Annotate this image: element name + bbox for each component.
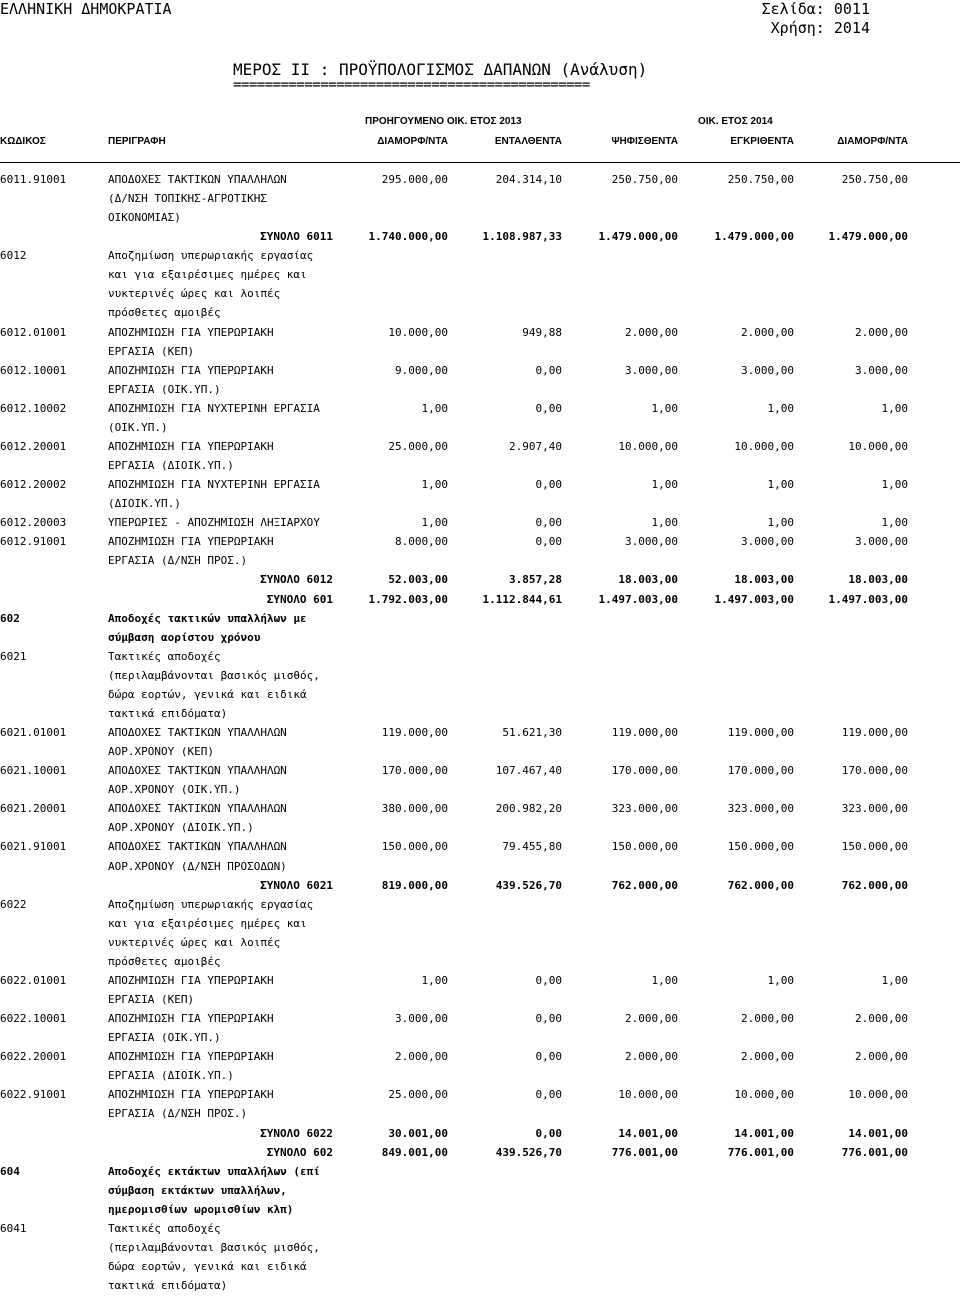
prev-paid-value: 1.108.987,33 <box>482 230 562 244</box>
col-cur-amended: ΔΙΑΜΟΡΦ/ΝΤΑ <box>837 136 908 147</box>
row-description: Αποζημίωση υπερωριακής εργασίας <box>108 249 314 263</box>
description-line <box>0 783 960 802</box>
row-code: 6021.10001 <box>0 764 67 778</box>
row-description: (Δ/ΝΣΗ ΤΟΠΙΚΗΣ-ΑΓΡΟΤΙΚΗΣ <box>108 192 267 206</box>
table-row <box>0 516 960 535</box>
prev-amended-value: 8.000,00 <box>395 535 448 549</box>
prev-paid-value: 949,88 <box>522 325 562 339</box>
row-description: δώρα εορτών, γενικά και ειδικά <box>108 1259 307 1273</box>
description-line <box>0 1203 960 1222</box>
table-row <box>0 478 960 497</box>
row-description: (ΔΙΟΙΚ.ΥΠ.) <box>108 497 181 511</box>
prev-paid-value: 200.982,20 <box>495 802 562 816</box>
row-description: ΑΠΟΖΗΜΙΩΣΗ ΓΙΑ ΝΥΧΤΕΡΙΝΗ ΕΡΓΑΣΙΑ <box>108 478 320 492</box>
prev-paid-value: 0,00 <box>535 535 562 549</box>
prev-amended-value: 119.000,00 <box>381 726 448 740</box>
row-description: ΟΙΚΟΝΟΜΙΑΣ) <box>108 211 181 225</box>
table-row <box>0 1088 960 1107</box>
prev-paid-value: 0,00 <box>535 1012 562 1026</box>
col-code: ΚΩΔΙΚΟΣ <box>0 136 46 147</box>
row-description: ΑΟΡ.ΧΡΟΝΟΥ (Δ/ΝΣΗ ΠΡΟΣΟΔΩΝ) <box>108 859 287 873</box>
col-prev-paid: ΕΝΤΑΛΘΕΝΤΑ <box>494 136 562 147</box>
approved-value: 10.000,00 <box>734 439 794 453</box>
row-description: ΕΡΓΑΣΙΑ (ΟΙΚ.ΥΠ.) <box>108 382 221 396</box>
row-description: Τακτικές αποδοχές <box>108 649 221 663</box>
description-line <box>0 1279 960 1298</box>
table-row <box>0 726 960 745</box>
prev-amended-value: 10.000,00 <box>388 325 448 339</box>
prev-paid-value: 79.455,80 <box>502 840 562 854</box>
cur-amended-value: 150.000,00 <box>841 840 908 854</box>
description-line <box>0 192 960 211</box>
approved-value: 150.000,00 <box>727 840 794 854</box>
voted-value: 2.000,00 <box>625 1050 678 1064</box>
table-row <box>0 1012 960 1031</box>
description-line <box>0 821 960 840</box>
row-code: 6012.10001 <box>0 363 67 377</box>
voted-value: 10.000,00 <box>618 439 678 453</box>
row-description: ΕΡΓΑΣΙΑ (ΔΙΟΙΚ.ΥΠ.) <box>108 1069 234 1083</box>
cur-amended-value: 14.001,00 <box>848 1126 908 1140</box>
voted-value: 1,00 <box>651 973 678 987</box>
prev-amended-value: 9.000,00 <box>395 363 448 377</box>
row-description: και για εξαιρέσιμες ημέρες και <box>108 916 307 930</box>
description-line <box>0 459 960 478</box>
row-description: Τακτικές αποδοχές <box>108 1221 221 1235</box>
row-code: 6022.20001 <box>0 1050 67 1064</box>
cur-amended-value: 1,00 <box>881 516 908 530</box>
approved-value: 18.003,00 <box>734 573 794 587</box>
prev-amended-value: 295.000,00 <box>381 173 448 186</box>
description-line <box>0 345 960 364</box>
cur-amended-value: 762.000,00 <box>841 878 908 892</box>
row-description: ΑΠΟΖΗΜΙΩΣΗ ΓΙΑ ΥΠΕΡΩΡΙΑΚΗ <box>108 363 274 377</box>
prev-amended-value: 3.000,00 <box>395 1012 448 1026</box>
prev-amended-value: 1,00 <box>421 401 448 415</box>
cur-amended-value: 10.000,00 <box>848 439 908 453</box>
total-row <box>0 879 960 898</box>
voted-value: 1,00 <box>651 401 678 415</box>
table-row <box>0 840 960 859</box>
voted-value: 2.000,00 <box>625 1012 678 1026</box>
table-row <box>0 974 960 993</box>
voted-value: 1,00 <box>651 516 678 530</box>
cur-amended-value: 2.000,00 <box>855 1012 908 1026</box>
prev-paid-value: 0,00 <box>535 478 562 492</box>
row-description: ΑΠΟΖΗΜΙΩΣΗ ΓΙΑ ΥΠΕΡΩΡΙΑΚΗ <box>108 1088 274 1102</box>
cur-amended-value: 119.000,00 <box>841 726 908 740</box>
total-row <box>0 1146 960 1165</box>
description-line <box>0 287 960 306</box>
description-line <box>0 497 960 516</box>
table-row <box>0 173 960 192</box>
cur-amended-value: 1.479.000,00 <box>828 230 908 244</box>
row-description: ΕΡΓΑΣΙΑ (ΚΕΠ) <box>108 993 195 1006</box>
total-label: ΣΥΝΟΛΟ 601 <box>266 592 333 606</box>
prev-paid-value: 439.526,70 <box>495 878 562 892</box>
voted-value: 3.000,00 <box>625 363 678 377</box>
approved-value: 3.000,00 <box>741 363 794 377</box>
row-description: ΕΡΓΑΣΙΑ (ΔΙΟΙΚ.ΥΠ.) <box>108 459 234 473</box>
cur-amended-value: 323.000,00 <box>841 802 908 816</box>
cur-amended-value: 2.000,00 <box>855 325 908 339</box>
prev-amended-value: 52.003,00 <box>388 573 448 587</box>
total-row <box>0 593 960 612</box>
voted-value: 10.000,00 <box>618 1088 678 1102</box>
approved-value: 1.497.003,00 <box>714 592 794 606</box>
row-description: ΕΡΓΑΣΙΑ (ΚΕΠ) <box>108 344 195 358</box>
voted-value: 1,00 <box>651 478 678 492</box>
row-description: ΑΠΟΔΟΧΕΣ ΤΑΚΤΙΚΩΝ ΥΠΑΛΛΗΛΩΝ <box>108 802 287 816</box>
row-description: ΑΟΡ.ΧΡΟΝΟΥ (ΟΙΚ.ΥΠ.) <box>108 783 241 797</box>
row-code: 602 <box>0 611 20 625</box>
description-line <box>0 421 960 440</box>
page-title: ΜΕΡΟΣ ΙΙ : ΠΡΟΫΠΟΛΟΓΙΣΜΟΣ ΔΑΠΑΝΩΝ (Ανάλυση) <box>233 60 648 79</box>
approved-value: 10.000,00 <box>734 1088 794 1102</box>
row-code: 6011.91001 <box>0 173 67 186</box>
description-line <box>0 1260 960 1279</box>
voted-value: 776.001,00 <box>611 1145 678 1159</box>
table-row <box>0 764 960 783</box>
row-description: τακτικά επιδόματα) <box>108 1279 228 1293</box>
prev-paid-value: 439.526,70 <box>495 1145 562 1159</box>
voted-value: 3.000,00 <box>625 535 678 549</box>
prev-amended-value: 30.001,00 <box>388 1126 448 1140</box>
voted-value: 762.000,00 <box>611 878 678 892</box>
prev-amended-value: 2.000,00 <box>395 1050 448 1064</box>
row-description: σύμβαση εκτάκτων υπαλλήλων, <box>108 1183 287 1197</box>
row-description: (περιλαμβάνονται βασικός μισθός, <box>108 1240 320 1254</box>
col-description: ΠΕΡΙΓΡΑΦΗ <box>108 136 166 147</box>
description-line <box>0 860 960 879</box>
row-code: 6022.91001 <box>0 1088 67 1102</box>
description-line <box>0 554 960 573</box>
voted-value: 119.000,00 <box>611 726 678 740</box>
row-description: ΕΡΓΑΣΙΑ (ΟΙΚ.ΥΠ.) <box>108 1031 221 1045</box>
row-description: ΑΠΟΖΗΜΙΩΣΗ ΓΙΑ ΥΠΕΡΩΡΙΑΚΗ <box>108 973 274 987</box>
row-description: ΑΠΟΖΗΜΙΩΣΗ ΓΙΑ ΝΥΧΤΕΡΙΝΗ ΕΡΓΑΣΙΑ <box>108 401 320 415</box>
row-code: 6022.01001 <box>0 973 67 987</box>
row-description: ΑΟΡ.ΧΡΟΝΟΥ (ΔΙΟΙΚ.ΥΠ.) <box>108 821 254 835</box>
table-row <box>0 440 960 459</box>
description-line <box>0 650 960 669</box>
description-line <box>0 898 960 917</box>
row-description: Αποζημίωση υπερωριακής εργασίας <box>108 897 314 911</box>
description-line <box>0 1165 960 1184</box>
row-description: ΕΡΓΑΣΙΑ (Δ/ΝΣΗ ΠΡΟΣ.) <box>108 1107 248 1121</box>
row-description: σύμβαση αορίστου χρόνου <box>108 630 261 644</box>
row-code: 6012.01001 <box>0 325 67 339</box>
row-description: ΑΠΟΖΗΜΙΩΣΗ ΓΙΑ ΥΠΕΡΩΡΙΑΚΗ <box>108 535 274 549</box>
prev-paid-value: 107.467,40 <box>495 764 562 778</box>
page-number: Σελίδα: 0011 <box>761 0 870 18</box>
total-label: ΣΥΝΟΛΟ 6011 <box>260 230 333 244</box>
prev-paid-value: 2.907,40 <box>509 439 562 453</box>
row-code: 6022 <box>0 897 27 911</box>
description-line <box>0 688 960 707</box>
total-label: ΣΥΝΟΛΟ 6012 <box>260 573 333 587</box>
prev-amended-value: 1,00 <box>421 973 448 987</box>
approved-value: 776.001,00 <box>727 1145 794 1159</box>
description-line <box>0 993 960 1012</box>
prev-paid-value: 51.621,30 <box>502 726 562 740</box>
cur-amended-value: 1,00 <box>881 478 908 492</box>
approved-value: 119.000,00 <box>727 726 794 740</box>
description-line <box>0 1241 960 1260</box>
table-row <box>0 1050 960 1069</box>
approved-value: 762.000,00 <box>727 878 794 892</box>
prev-paid-value: 0,00 <box>535 516 562 530</box>
approved-value: 1,00 <box>767 478 794 492</box>
approved-value: 2.000,00 <box>741 1012 794 1026</box>
prev-amended-value: 849.001,00 <box>381 1145 448 1159</box>
row-code: 604 <box>0 1164 20 1178</box>
prev-amended-value: 1.740.000,00 <box>368 230 448 244</box>
row-code: 6012.10002 <box>0 401 67 415</box>
row-code: 6021.20001 <box>0 802 67 816</box>
description-line <box>0 707 960 726</box>
col-approved: ΕΓΚΡΙΘΕΝΤΑ <box>730 136 794 147</box>
prev-amended-value: 170.000,00 <box>381 764 448 778</box>
row-description: ΑΠΟΖΗΜΙΩΣΗ ΓΙΑ ΥΠΕΡΩΡΙΑΚΗ <box>108 1050 274 1064</box>
approved-value: 1,00 <box>767 973 794 987</box>
row-description: ΑΠΟΖΗΜΙΩΣΗ ΓΙΑ ΥΠΕΡΩΡΙΑΚΗ <box>108 1012 274 1026</box>
total-row <box>0 573 960 592</box>
approved-value: 1.479.000,00 <box>714 230 794 244</box>
row-code: 6012.20001 <box>0 439 67 453</box>
cur-amended-value: 3.000,00 <box>855 363 908 377</box>
row-code: 6021 <box>0 649 27 663</box>
total-row <box>0 230 960 249</box>
description-line <box>0 211 960 230</box>
cur-amended-value: 1,00 <box>881 401 908 415</box>
voted-value: 323.000,00 <box>611 802 678 816</box>
row-code: 6022.10001 <box>0 1012 67 1026</box>
country-header: ΕΛΛΗΝΙΚΗ ΔΗΜΟΚΡΑΤΙΑ <box>0 0 172 18</box>
row-description: πρόσθετες αμοιβές <box>108 954 221 968</box>
prev-amended-value: 150.000,00 <box>381 840 448 854</box>
cur-amended-value: 3.000,00 <box>855 535 908 549</box>
cur-amended-value: 10.000,00 <box>848 1088 908 1102</box>
row-description: ΑΠΟΖΗΜΙΩΣΗ ΓΙΑ ΥΠΕΡΩΡΙΑΚΗ <box>108 439 274 453</box>
row-code: 6012.91001 <box>0 535 67 549</box>
description-line <box>0 631 960 650</box>
row-description: Αποδοχές εκτάκτων υπαλλήλων (επί <box>108 1164 320 1178</box>
approved-value: 1,00 <box>767 401 794 415</box>
row-description: ΑΠΟΔΟΧΕΣ ΤΑΚΤΙΚΩΝ ΥΠΑΛΛΗΛΩΝ <box>108 840 287 854</box>
prev-paid-value: 0,00 <box>535 363 562 377</box>
row-description: (περιλαμβάνονται βασικός μισθός, <box>108 668 320 682</box>
cur-amended-value: 776.001,00 <box>841 1145 908 1159</box>
voted-value: 1.479.000,00 <box>598 230 678 244</box>
prev-amended-value: 1,00 <box>421 478 448 492</box>
description-line <box>0 1184 960 1203</box>
prev-amended-value: 1.792.003,00 <box>368 592 448 606</box>
prev-paid-value: 3.857,28 <box>509 573 562 587</box>
description-line <box>0 1222 960 1241</box>
row-description: ΑΠΟΖΗΜΙΩΣΗ ΓΙΑ ΥΠΕΡΩΡΙΑΚΗ <box>108 325 274 339</box>
voted-value: 18.003,00 <box>618 573 678 587</box>
description-line <box>0 745 960 764</box>
description-line <box>0 306 960 325</box>
table-row <box>0 364 960 383</box>
description-line <box>0 1107 960 1126</box>
voted-value: 250.750,00 <box>611 173 678 186</box>
description-line <box>0 669 960 688</box>
approved-value: 1,00 <box>767 516 794 530</box>
row-code: 6012.20002 <box>0 478 67 492</box>
description-line <box>0 1031 960 1050</box>
description-line <box>0 249 960 268</box>
total-label: ΣΥΝΟΛΟ 6022 <box>260 1126 333 1140</box>
approved-value: 14.001,00 <box>734 1126 794 1140</box>
prev-year-heading: ΠΡΟΗΓΟΥΜΕΝΟ ΟΙΚ. ΕΤΟΣ 2013 <box>365 116 522 127</box>
row-description: δώρα εορτών, γενικά και ειδικά <box>108 687 307 701</box>
row-description: Αποδοχές τακτικών υπαλλήλων με <box>108 611 307 625</box>
description-line <box>0 612 960 631</box>
cur-amended-value: 250.750,00 <box>841 173 908 186</box>
description-line <box>0 936 960 955</box>
approved-value: 250.750,00 <box>727 173 794 186</box>
approved-value: 323.000,00 <box>727 802 794 816</box>
prev-paid-value: 0,00 <box>535 973 562 987</box>
approved-value: 170.000,00 <box>727 764 794 778</box>
description-line <box>0 955 960 974</box>
description-line <box>0 1069 960 1088</box>
row-description: τακτικά επιδόματα) <box>108 706 228 720</box>
prev-paid-value: 0,00 <box>535 401 562 415</box>
cur-amended-value: 2.000,00 <box>855 1050 908 1064</box>
prev-paid-value: 0,00 <box>535 1088 562 1102</box>
row-description: ΑΠΟΔΟΧΕΣ ΤΑΚΤΙΚΩΝ ΥΠΑΛΛΗΛΩΝ <box>108 726 287 740</box>
row-code: 6021.01001 <box>0 726 67 740</box>
prev-amended-value: 25.000,00 <box>388 1088 448 1102</box>
row-description: νυκτερινές ώρες και λοιπές <box>108 287 281 301</box>
row-code: 6012.20003 <box>0 516 67 530</box>
voted-value: 14.001,00 <box>618 1126 678 1140</box>
voted-value: 1.497.003,00 <box>598 592 678 606</box>
total-label: ΣΥΝΟΛΟ 6021 <box>260 878 333 892</box>
approved-value: 3.000,00 <box>741 535 794 549</box>
row-description: ημερομισθίων ωρομισθίων κλπ) <box>108 1202 294 1216</box>
prev-amended-value: 1,00 <box>421 516 448 530</box>
row-description: ΑΠΟΔΟΧΕΣ ΤΑΚΤΙΚΩΝ ΥΠΑΛΛΗΛΩΝ <box>108 764 287 778</box>
row-description: πρόσθετες αμοιβές <box>108 306 221 320</box>
row-description: ΑΠΟΔΟΧΕΣ ΤΑΚΤΙΚΩΝ ΥΠΑΛΛΗΛΩΝ <box>108 173 287 186</box>
total-label: ΣΥΝΟΛΟ 602 <box>266 1145 333 1159</box>
table-row <box>0 402 960 421</box>
table-row <box>0 802 960 821</box>
table-row <box>0 326 960 345</box>
cur-amended-value: 170.000,00 <box>841 764 908 778</box>
prev-paid-value: 0,00 <box>535 1050 562 1064</box>
approved-value: 2.000,00 <box>741 325 794 339</box>
col-voted: ΨΗΦΙΣΘΕΝΤΑ <box>611 136 678 147</box>
prev-paid-value: 204.314,10 <box>495 173 562 186</box>
voted-value: 170.000,00 <box>611 764 678 778</box>
row-code: 6021.91001 <box>0 840 67 854</box>
row-description: ΑΟΡ.ΧΡΟΝΟΥ (ΚΕΠ) <box>108 745 214 759</box>
table-row <box>0 535 960 554</box>
voted-value: 2.000,00 <box>625 325 678 339</box>
fiscal-year: Χρήση: 2014 <box>770 19 870 37</box>
total-row <box>0 1127 960 1146</box>
row-description: και για εξαιρέσιμες ημέρες και <box>108 268 307 282</box>
row-description: (ΟΙΚ.ΥΠ.) <box>108 420 168 434</box>
prev-paid-value: 0,00 <box>535 1126 562 1140</box>
prev-amended-value: 819.000,00 <box>381 878 448 892</box>
row-description: ΕΡΓΑΣΙΑ (Δ/ΝΣΗ ΠΡΟΣ.) <box>108 554 248 568</box>
cur-amended-value: 1.497.003,00 <box>828 592 908 606</box>
prev-amended-value: 25.000,00 <box>388 439 448 453</box>
description-line <box>0 917 960 936</box>
row-code: 6012 <box>0 249 27 263</box>
prev-amended-value: 380.000,00 <box>381 802 448 816</box>
row-description: ΥΠΕΡΩΡΙΕΣ - ΑΠΟΖΗΜΙΩΣΗ ΛΗΞΙΑΡΧΟΥ <box>108 516 320 530</box>
title-underline: ============================================= <box>233 77 590 93</box>
voted-value: 150.000,00 <box>611 840 678 854</box>
cur-year-heading: ΟΙΚ. ΕΤΟΣ 2014 <box>698 116 773 127</box>
header-divider <box>0 162 960 163</box>
row-description: νυκτερινές ώρες και λοιπές <box>108 935 281 949</box>
prev-paid-value: 1.112.844,61 <box>482 592 562 606</box>
cur-amended-value: 18.003,00 <box>848 573 908 587</box>
col-prev-amended: ΔΙΑΜΟΡΦ/ΝΤΑ <box>377 136 448 147</box>
description-line <box>0 268 960 287</box>
description-line <box>0 383 960 402</box>
row-code: 6041 <box>0 1221 27 1235</box>
cur-amended-value: 1,00 <box>881 973 908 987</box>
approved-value: 2.000,00 <box>741 1050 794 1064</box>
